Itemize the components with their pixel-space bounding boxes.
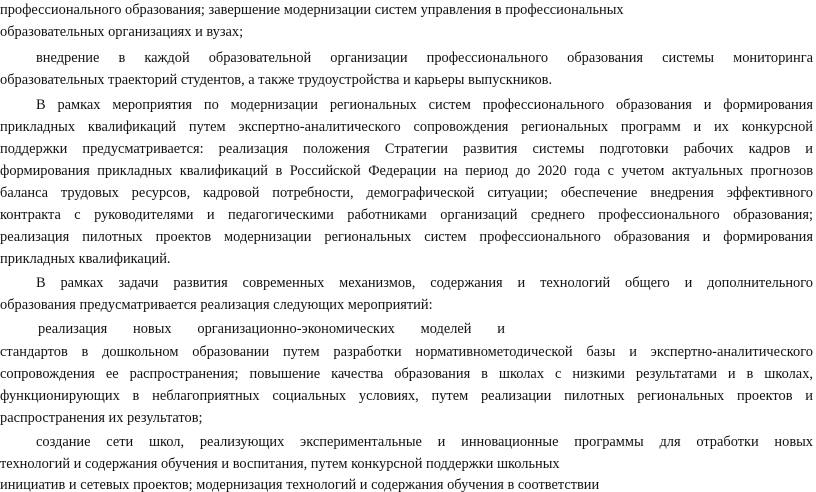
text-line-12: прикладных квалификаций. bbox=[0, 251, 171, 267]
text-line-10: контракта с руководителями и педагогическими работниками организаций среднего профессионального образования; bbox=[0, 207, 813, 223]
text-line-13: В рамках задачи развития современных механизмов, содержания и технологий общего и дополнительного bbox=[36, 275, 813, 291]
text-line-20: создание сети школ, реализующих экспериментальные и инновационные программы для отработки новых bbox=[36, 434, 813, 450]
text-line-6: прикладных квалификаций путем экспертно-аналитического сопровождения региональных программ и их конкурсной bbox=[0, 119, 813, 135]
text-line-15: реализация новых организационно-экономических моделей и bbox=[38, 321, 505, 337]
text-line-8: формирования прикладных квалификаций в Российской Федерации на период до 2020 года с учетом актуальных прогнозов bbox=[0, 163, 813, 179]
text-line-4: образовательных траекторий студентов, а также трудоустройства и карьеры выпускников. bbox=[0, 72, 553, 88]
text-line-7: поддержки предусматривается: реализация положения Стратегии развития системы подготовки рабочих кадров и bbox=[0, 141, 813, 157]
text-line-22: инициатив и сетевых проектов; модернизация технологий и содержания обучения в соответствии bbox=[0, 477, 600, 492]
text-line-9: баланса трудовых ресурсов, кадровой потребности, демографической ситуации; обеспечение внедрения эффективного bbox=[0, 185, 813, 201]
text-line-11: реализация пилотных проектов модернизации региональных систем профессионального образования и формирования bbox=[0, 229, 813, 245]
text-line-17: сопровождения ее распространения; повышение качества образования в школах с низкими результатами и в школах, bbox=[0, 366, 813, 382]
text-line-16: стандартов в дошкольном образовании путем разработки нормативнометодической базы и экспертно-аналитического bbox=[0, 344, 813, 360]
text-line-1: профессионального образования; завершение модернизации систем управления в профессиональных bbox=[0, 2, 624, 18]
text-line-5: В рамках мероприятия по модернизации региональных систем профессионального образования и формирования bbox=[36, 97, 813, 113]
text-line-14: образования предусматривается реализация следующих мероприятий: bbox=[0, 297, 433, 313]
text-line-3: внедрение в каждой образовательной организации профессионального образования системы мониторинга bbox=[36, 50, 813, 66]
text-line-18: функционирующих в неблагоприятных социальных условиях, путем реализации пилотных региональных проектов и bbox=[0, 388, 813, 404]
text-line-2: образовательных организациях и вузах; bbox=[0, 24, 244, 40]
text-line-21: технологий и содержания обучения и воспитания, путем конкурсной поддержки школьных bbox=[0, 456, 560, 472]
text-line-19: распространения их результатов; bbox=[0, 410, 203, 426]
